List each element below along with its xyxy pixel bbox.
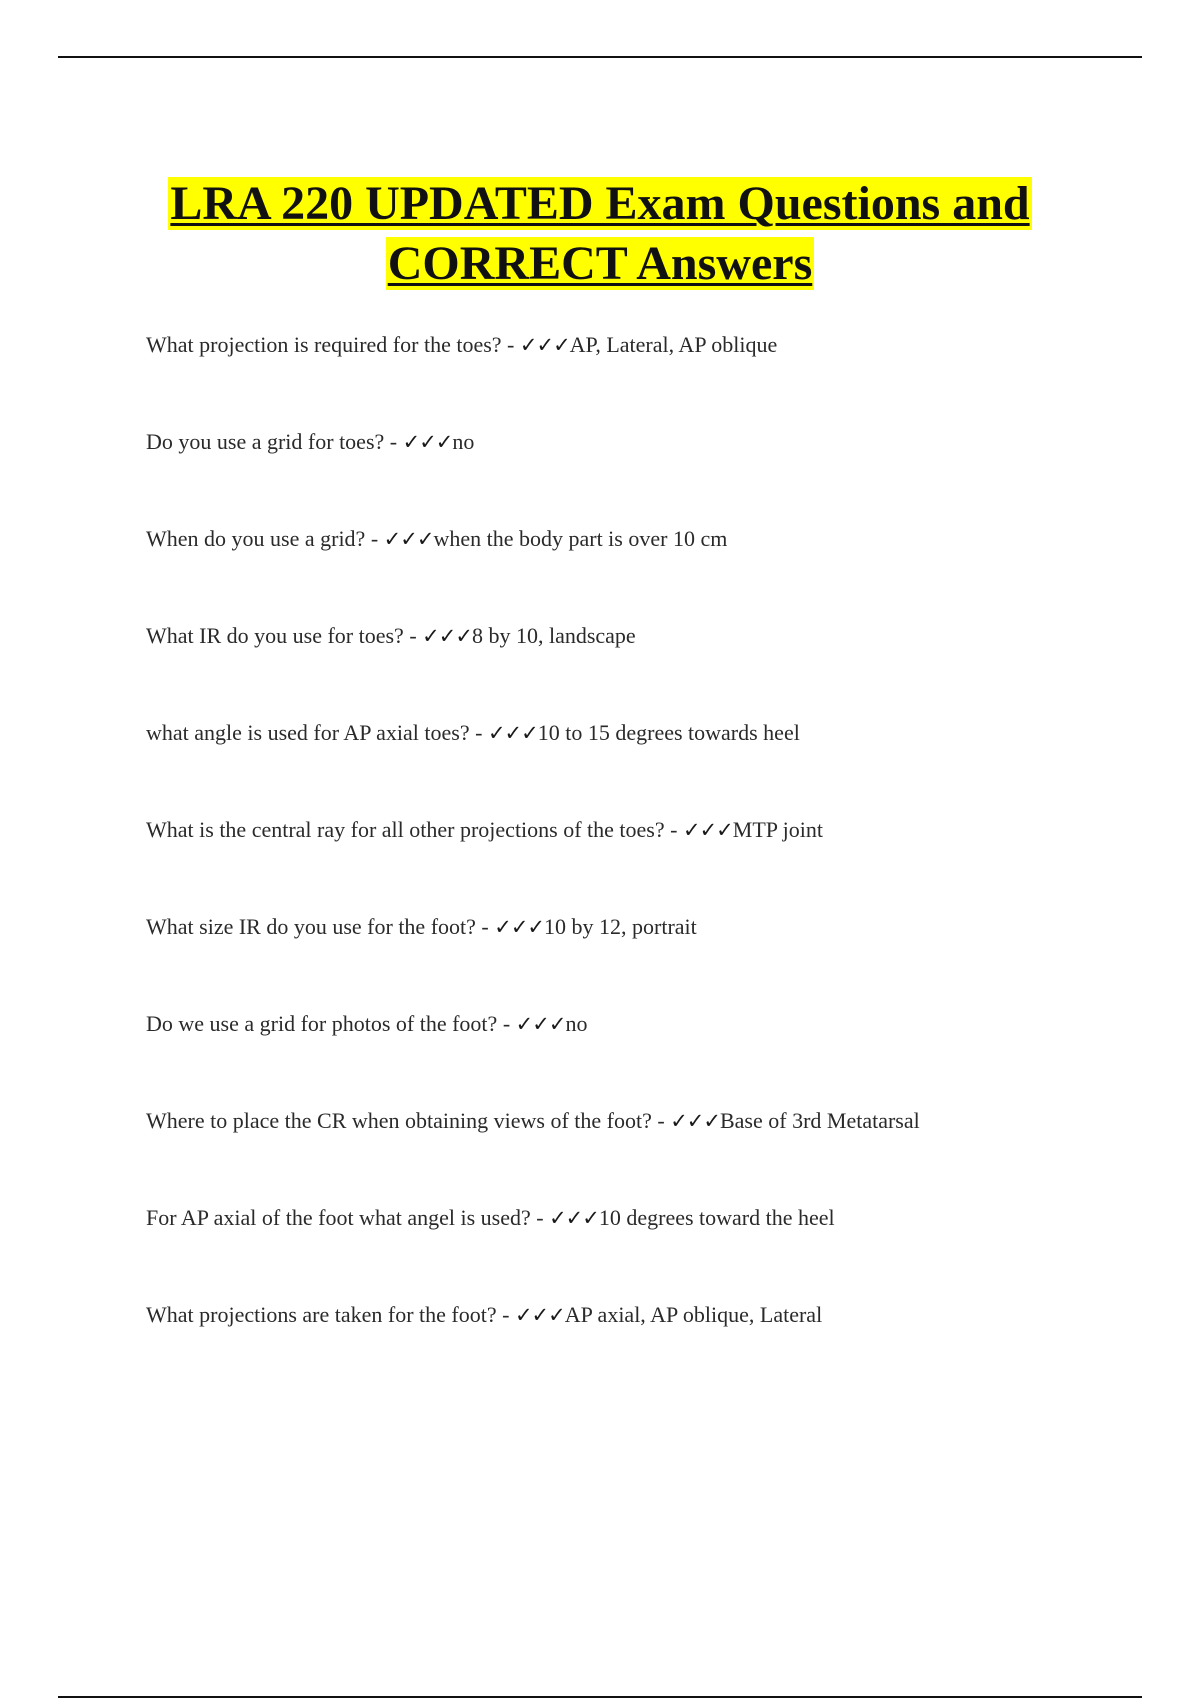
separator: -	[497, 1011, 516, 1036]
answer-text: no	[565, 1011, 588, 1036]
question-text: When do you use a grid?	[146, 526, 366, 551]
check-marks-icon: ✓✓✓	[402, 430, 453, 454]
answer-text: MTP joint	[732, 817, 824, 842]
answer-text: no	[452, 429, 475, 454]
bottom-rule	[58, 1696, 1142, 1698]
answer-text: AP, Lateral, AP oblique	[569, 332, 778, 357]
qa-item	[146, 718, 1146, 815]
check-marks-icon: ✓✓✓	[515, 1012, 566, 1036]
check-marks-icon: ✓✓✓	[494, 915, 545, 939]
separator: -	[469, 720, 488, 745]
qa-list	[146, 330, 1146, 1397]
separator: -	[501, 332, 520, 357]
separator: -	[496, 1302, 515, 1327]
question-text: Where to place the CR when obtaining views of the foot?	[146, 1108, 652, 1133]
answer-text: 10 to 15 degrees towards heel	[537, 720, 800, 745]
qa-item	[146, 524, 1146, 621]
top-rule	[58, 56, 1142, 58]
question-text: What size IR do you use for the foot?	[146, 914, 476, 939]
check-marks-icon: ✓✓✓	[519, 333, 570, 357]
qa-item	[146, 1009, 1146, 1106]
qa-item	[146, 1300, 1146, 1397]
separator: -	[384, 429, 403, 454]
title-line-1: LRA 220 UPDATED Exam Questions and	[170, 177, 1030, 231]
separator: -	[475, 914, 495, 939]
qa-item	[146, 427, 1146, 524]
separator: -	[664, 817, 683, 842]
separator: -	[530, 1205, 550, 1230]
qa-item	[146, 621, 1146, 718]
question-text: what angle is used for AP axial toes?	[146, 720, 470, 745]
check-marks-icon: ✓✓✓	[549, 1206, 599, 1230]
check-marks-icon: ✓✓✓	[514, 1303, 565, 1327]
check-marks-icon: ✓✓✓	[383, 527, 434, 551]
question-text: What IR do you use for toes?	[146, 623, 404, 648]
answer-text: 8 by 10, landscape	[471, 623, 636, 648]
check-marks-icon: ✓✓✓	[670, 1109, 720, 1133]
question-text: For AP axial of the foot what angel is used?	[146, 1205, 531, 1230]
check-marks-icon: ✓✓✓	[487, 721, 538, 745]
question-text: Do you use a grid for toes?	[146, 429, 385, 454]
answer-text: when the body part is over 10 cm	[433, 526, 728, 551]
answer-text: 10 degrees toward the heel	[598, 1205, 835, 1230]
check-marks-icon: ✓✓✓	[682, 818, 733, 842]
check-marks-icon: ✓✓✓	[422, 624, 472, 648]
qa-item	[146, 330, 1146, 427]
title-line-2: CORRECT Answers	[387, 237, 813, 291]
qa-item	[146, 815, 1146, 912]
answer-text: AP axial, AP oblique, Lateral	[564, 1302, 823, 1327]
separator: -	[651, 1108, 671, 1133]
separator: -	[365, 526, 384, 551]
answer-text: Base of 3rd Metatarsal	[719, 1108, 920, 1133]
document-title	[0, 174, 1200, 294]
qa-item	[146, 1203, 1146, 1300]
question-text: What projections are taken for the foot?	[146, 1302, 497, 1327]
qa-item	[146, 912, 1146, 1009]
answer-text: 10 by 12, portrait	[544, 914, 697, 939]
question-text: What is the central ray for all other projections of the toes?	[146, 817, 665, 842]
question-text: Do we use a grid for photos of the foot?	[146, 1011, 498, 1036]
question-text: What projection is required for the toes?	[146, 332, 502, 357]
qa-item	[146, 1106, 1146, 1203]
separator: -	[403, 623, 423, 648]
